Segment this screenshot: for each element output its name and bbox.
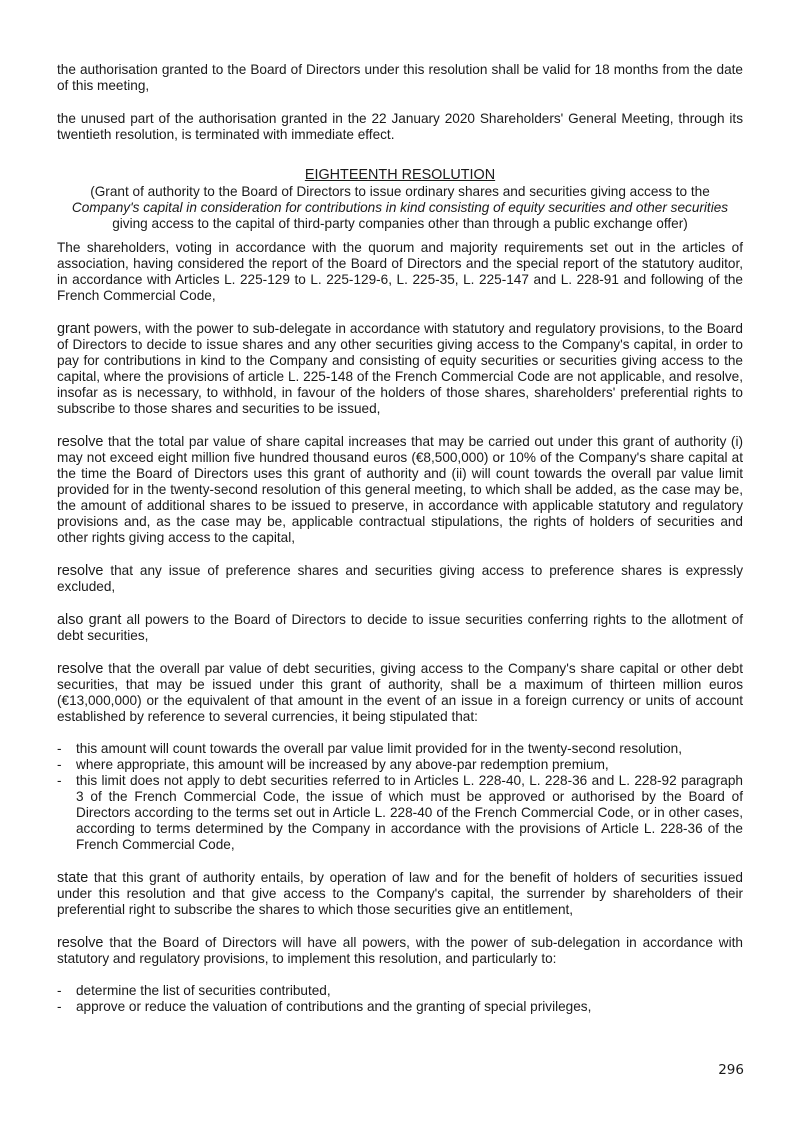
- intro-paragraph-1: the authorisation granted to the Board of Directors under this resolution shall be valid for 18 months from the date of this meeting,: [57, 62, 743, 93]
- list-item: [57, 999, 743, 1015]
- resolve-debt-text: that the overall par value of debt securities, giving access to the Company's share capital or other debt securities, that may be issued under this grant of authority, shall be a maximum of thirteen million euros (€13,000,000) or the equivalent of that amount in the event of an issue in a foreign currency or units of account established by reference to several currencies, it being stipulated that:: [57, 661, 743, 724]
- state-lead: state: [57, 870, 89, 886]
- list-item: [57, 983, 743, 999]
- resolution-heading: [57, 167, 743, 232]
- also-grant-text: all powers to the Board of Directors to decide to issue securities conferring rights to the allotment of debt securities,: [57, 612, 743, 643]
- resolution-title: EIGHTEENTH RESOLUTION: [304, 167, 496, 183]
- dash-bullet: -: [57, 741, 62, 756]
- also-grant-lead: also grant: [57, 612, 122, 628]
- list-item: [57, 773, 743, 853]
- resolve-debt-paragraph: [57, 661, 743, 725]
- resolve-preference-paragraph: [57, 563, 743, 595]
- debt-conditions-list: [57, 741, 743, 853]
- resolution-subtitle-line-2: Company's capital in consideration for contributions in kind consisting of equity securities and other securities: [71, 200, 729, 215]
- also-grant-paragraph: [57, 612, 743, 644]
- grant-lead: grant: [57, 321, 90, 337]
- list-item-text: determine the list of securities contributed,: [76, 983, 331, 998]
- intro-paragraph-2: the unused part of the authorisation granted in the 22 January 2020 Shareholders' General Meeting, through its twentieth resolution, is terminated with immediate effect.: [57, 111, 743, 142]
- preamble-paragraph: The shareholders, voting in accordance with the quorum and majority requirements set out in the articles of association, having considered the report of the Board of Directors and the special report of the statutory auditor, in accordance with Articles L. 225-129 to L. 225-129-6, L. 225-35, L. 225-147 and L. 228-91 and following of the French Commercial Code,: [57, 240, 743, 303]
- resolve-limit-text: that the total par value of share capital increases that may be carried out under this grant of authority (i) may not exceed eight million five hundred thousand euros (€8,500,000) or 10% of the Company's share capital at the time the Board of Directors uses this grant of authority and (ii) will count towards the overall par value limit provided for in the twenty-second resolution of this general meeting, to which shall be added, as the case may be, the amount of additional shares to be issued to preserve, in accordance with applicable statutory and regulatory provisions and, as the case may be, applicable contractual stipulations, the rights of holders of securities and other rights giving access to the capital,: [57, 434, 743, 545]
- resolve-limit-paragraph: [57, 434, 743, 546]
- document-page: [57, 62, 743, 1032]
- powers-list: [57, 983, 743, 1015]
- dash-bullet: -: [57, 773, 62, 788]
- dash-bullet: -: [57, 983, 62, 998]
- dash-bullet: -: [57, 999, 62, 1014]
- state-text: that this grant of authority entails, by operation of law and for the benefit of holders of securities issued under this resolution and that give access to the Company's capital, the surrender by shareholders of their preferential right to subscribe the shares to which those securities give an entitlement,: [57, 870, 743, 917]
- resolve-lead-4: resolve: [57, 935, 104, 951]
- page-number: 296: [718, 1062, 744, 1078]
- resolution-subtitle-line-1: (Grant of authority to the Board of Directors to issue ordinary shares and securities giving access to the: [90, 184, 710, 199]
- dash-bullet: -: [57, 757, 62, 772]
- grant-text: powers, with the power to sub-delegate in accordance with statutory and regulatory provisions, to the Board of Directors to decide to issue shares and any other securities giving access to the Company's capital, in order to pay for contributions in kind to the Company and consisting of equity securities or securities giving access to the capital, where the provisions of article L. 225-148 of the French Commercial Code are not applicable, and resolve, insofar as is necessary, to withhold, in favour of the holders of those shares, shareholders' preferential rights to subscribe to those shares and securities to be issued,: [57, 321, 743, 416]
- list-item: [57, 741, 743, 757]
- list-item-text: this amount will count towards the overall par value limit provided for in the twenty-second resolution,: [76, 741, 682, 756]
- resolve-lead-1: resolve: [57, 434, 104, 450]
- state-paragraph: [57, 870, 743, 918]
- grant-paragraph: [57, 321, 743, 417]
- resolution-subtitle-line-3: giving access to the capital of third-party companies other than through a public exchange offer): [112, 216, 688, 231]
- list-item-text: approve or reduce the valuation of contributions and the granting of special privileges,: [76, 999, 592, 1014]
- resolve-lead-2: resolve: [57, 563, 104, 579]
- resolve-powers-text: that the Board of Directors will have all powers, with the power of sub-delegation in accordance with statutory and regulatory provisions, to implement this resolution, and particularly to:: [57, 935, 743, 966]
- list-item-text: this limit does not apply to debt securities referred to in Articles L. 228-40, L. 228-36 and L. 228-92 paragraph 3 of the French Commercial Code, the issue of which must be approved or authorised by the Board of Directors according to the terms set out in Article L. 228-40 of the French Commercial Code, or in other cases, according to terms determined by the Company in accordance with the provisions of Article L. 228-36 of the French Commercial Code,: [76, 773, 743, 852]
- resolve-preference-text: that any issue of preference shares and securities giving access to preference shares is expressly excluded,: [57, 563, 743, 594]
- list-item-text: where appropriate, this amount will be increased by any above-par redemption premium,: [76, 757, 609, 772]
- resolve-lead-3: resolve: [57, 661, 104, 677]
- list-item: [57, 757, 743, 773]
- resolve-powers-paragraph: [57, 935, 743, 967]
